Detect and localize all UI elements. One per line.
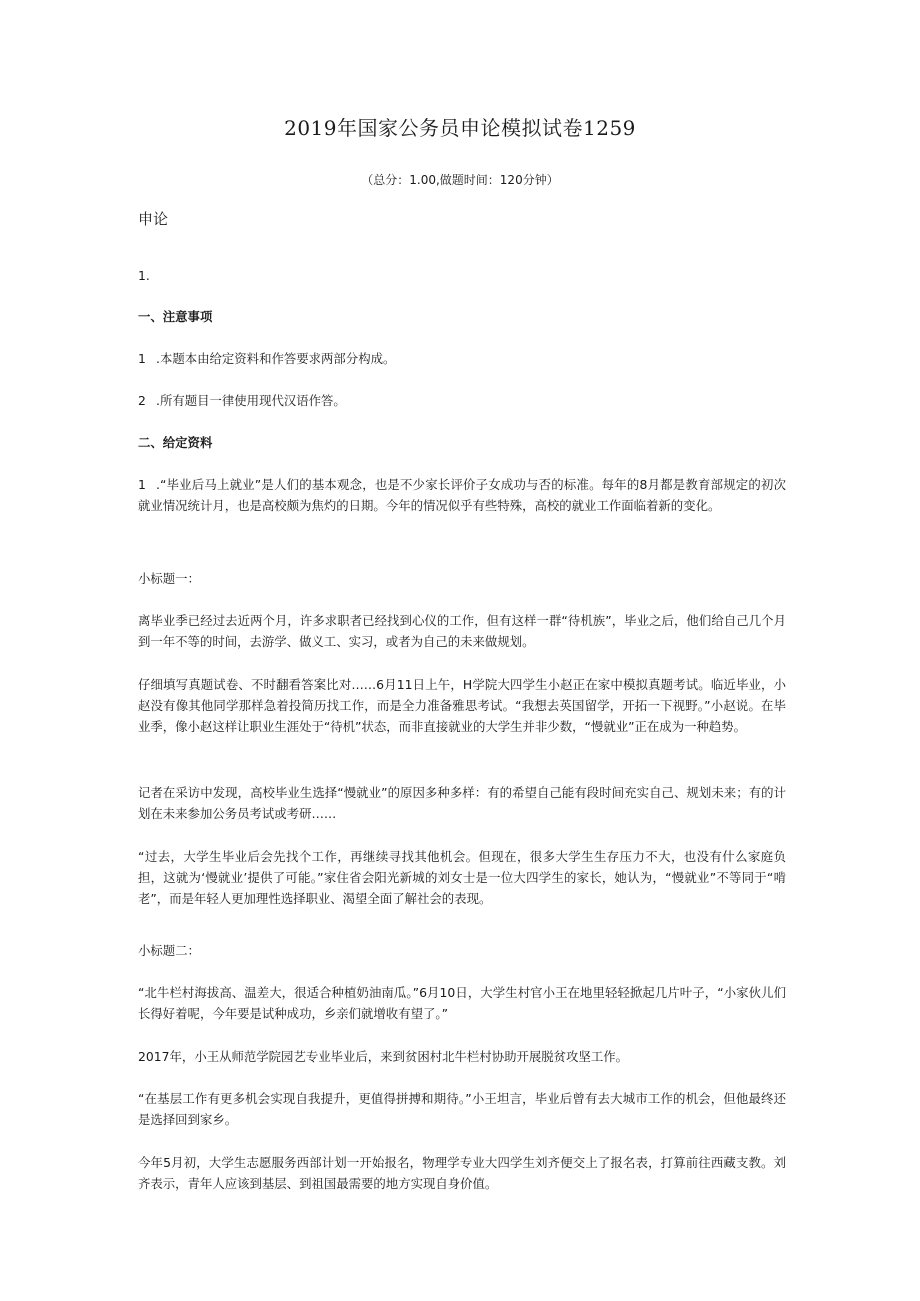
note-1-text: .本题本由给定资料和作答要求两部分构成。	[156, 351, 396, 366]
heading-notes: 一、注意事项	[138, 309, 213, 324]
heading-materials: 二、给定资料	[138, 435, 213, 450]
paragraph-7: “在基层工作有更多机会实现自我提升，更值得拼搏和期待。”小王坦言，毕业后曾有去大城市工作的机会，但他最终还是选择回到家乡。	[138, 1091, 786, 1127]
document-title: 2019年国家公务员申论模拟试卷1259	[284, 116, 636, 140]
note-2-text: .所有题目一律使用现代汉语作答。	[156, 393, 346, 408]
subheading-1: 小标题一：	[138, 571, 200, 586]
document-subtitle: （总分：1.00,做题时间：120分钟）	[361, 173, 559, 187]
subheading-2: 小标题二：	[138, 943, 200, 958]
question-number: 1.	[138, 268, 150, 283]
paragraph-6: 2017年，小王从师范学院园艺专业毕业后，来到贫困村北牛栏村协助开展脱贫攻坚工作。	[138, 1049, 628, 1064]
note-1	[138, 348, 786, 369]
section-label: 申论	[138, 210, 169, 228]
paragraph-5: “北牛栏村海拔高、温差大，很适合种植奶油南瓜。”6月10日，大学生村官小王在地里轻轻掀起几片叶子，“小家伙儿们长得好着呢，今年要是试种成功，乡亲们就增收有望了。”	[138, 985, 786, 1021]
paragraph-1: 离毕业季已经过去近两个月，许多求职者已经找到心仪的工作，但有这样一群“待机族”，毕业之后，他们给自己几个月到一年不等的时间，去游学、做义工、实习，或者为自己的未来做规划。	[138, 613, 786, 649]
paragraph-2: 仔细填写真题试卷、不时翻看答案比对……6月11日上午，H学院大四学生小赵正在家中模拟真题考试。临近毕业，小赵没有像其他同学那样急着投简历找工作，而是全力准备雅思考试。“我想去英国留学，开拓一下视野。”小赵说。在毕业季，像小赵这样让职业生涯处于“待机”状态，而非直接就业的大学生并非少数，“慢就业”正在成为一种趋势。	[138, 677, 786, 734]
paragraph-8: 今年5月初，大学生志愿服务西部计划一开始报名，物理学专业大四学生刘齐便交上了报名表，打算前往西藏支教。刘齐表示，青年人应该到基层、到祖国最需要的地方实现自身价值。	[138, 1155, 786, 1191]
material-1-number: 1	[138, 477, 146, 492]
paragraph-3: 记者在采访中发现，高校毕业生选择“慢就业”的原因多种多样：有的希望自己能有段时间充实自己、规划未来；有的计划在未来参加公务员考试或考研……	[138, 785, 786, 821]
paragraph-4: “过去，大学生毕业后会先找个工作，再继续寻找其他机会。但现在，很多大学生生存压力不大，也没有什么家庭负担，这就为‘慢就业’提供了可能。”家住省会阳光新城的刘女士是一位大四学生的家长，她认为，“慢就业”不等同于“啃老”，而是年轻人更加理性选择职业、渴望全面了解社会的表现。	[138, 849, 786, 906]
note-2-number: 2	[138, 393, 146, 408]
material-1	[138, 474, 786, 516]
note-2	[138, 390, 786, 411]
note-1-number: 1	[138, 351, 146, 366]
material-1-text: .“毕业后马上就业”是人们的基本观念，也是不少家长评价子女成功与否的标准。每年的8月都是教育部规定的初次就业情况统计月，也是高校颇为焦灼的日期。今年的情况似乎有些特殊，高校的就业工作面临着新的变化。	[138, 477, 786, 513]
